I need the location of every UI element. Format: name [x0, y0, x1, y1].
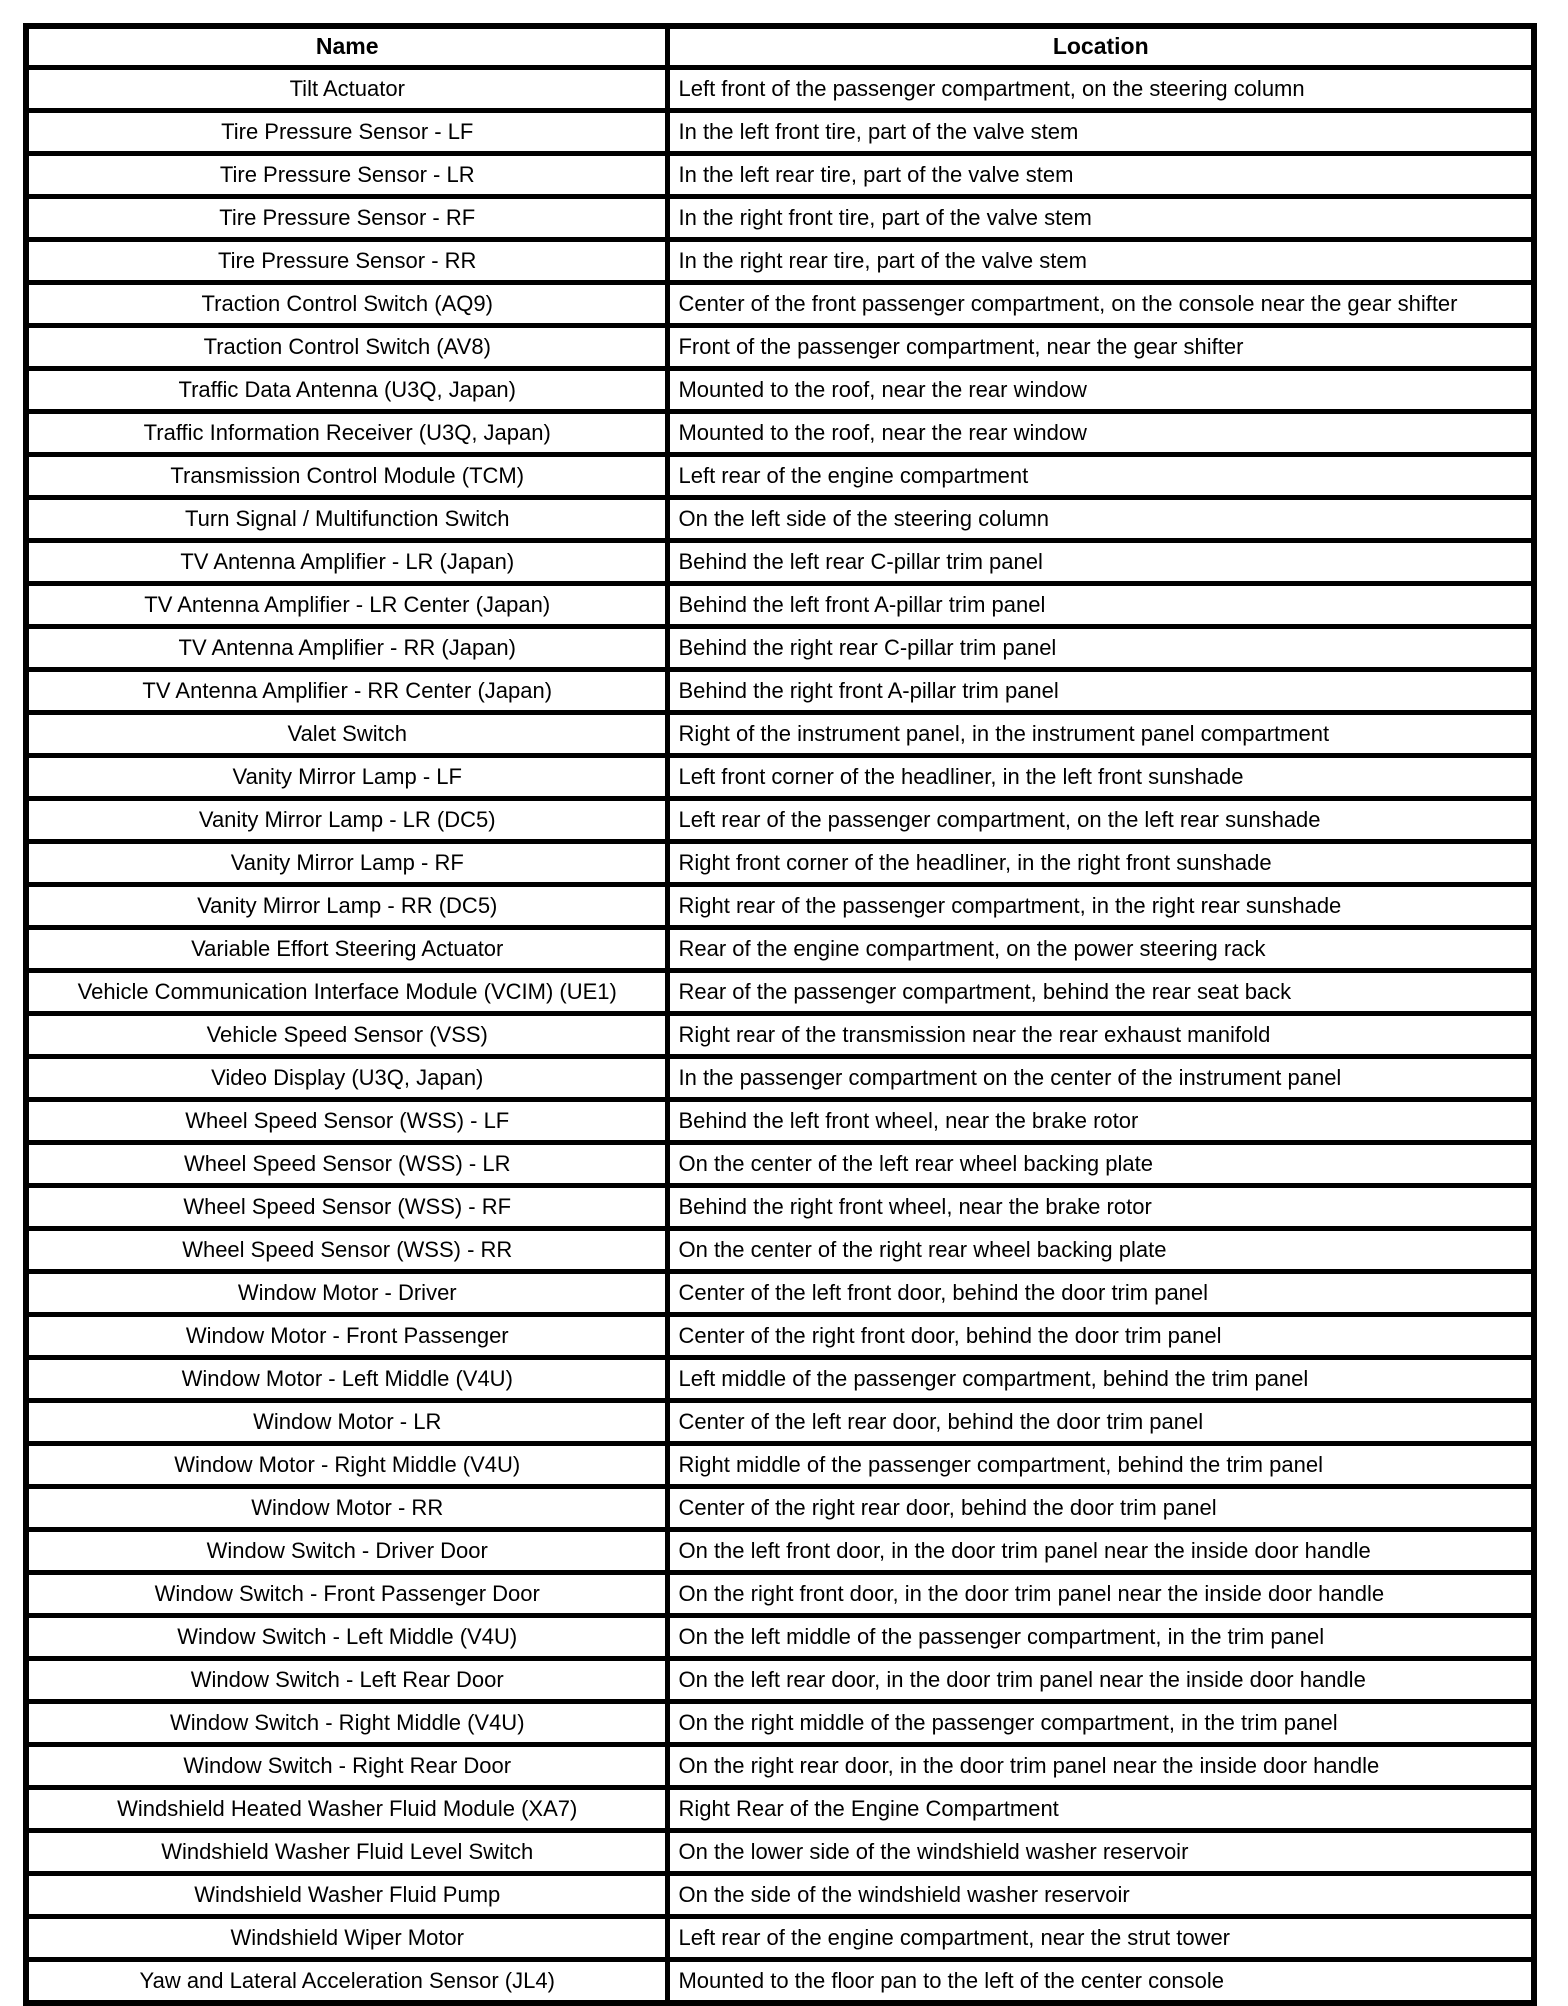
table-row — [26, 240, 1534, 283]
table-row — [26, 68, 1534, 111]
name-cell: TV Antenna Amplifier - LR (Japan) — [26, 541, 668, 584]
name-cell: Valet Switch — [26, 713, 668, 756]
table-row — [26, 1659, 1534, 1702]
table-body — [26, 68, 1534, 2004]
name-cell: Windshield Washer Fluid Level Switch — [26, 1831, 668, 1874]
table-row — [26, 584, 1534, 627]
name-cell: Traction Control Switch (AV8) — [26, 326, 668, 369]
table-row — [26, 1401, 1534, 1444]
name-cell: TV Antenna Amplifier - RR Center (Japan) — [26, 670, 668, 713]
location-cell: On the right front door, in the door trim panel near the inside door handle — [668, 1573, 1534, 1616]
name-cell: Window Motor - Front Passenger — [26, 1315, 668, 1358]
location-cell: Right middle of the passenger compartment, behind the trim panel — [668, 1444, 1534, 1487]
name-cell: Wheel Speed Sensor (WSS) - RF — [26, 1186, 668, 1229]
name-cell: Traffic Information Receiver (U3Q, Japan) — [26, 412, 668, 455]
table-row — [26, 799, 1534, 842]
name-cell: Vanity Mirror Lamp - RR (DC5) — [26, 885, 668, 928]
name-cell: Windshield Wiper Motor — [26, 1917, 668, 1960]
table-header — [26, 26, 1534, 68]
location-cell: Behind the left front A-pillar trim panel — [668, 584, 1534, 627]
location-cell: Center of the right front door, behind the door trim panel — [668, 1315, 1534, 1358]
location-cell: Right front corner of the headliner, in the right front sunshade — [668, 842, 1534, 885]
name-cell: Tire Pressure Sensor - LF — [26, 111, 668, 154]
location-cell: In the left rear tire, part of the valve stem — [668, 154, 1534, 197]
location-cell: In the right rear tire, part of the valve stem — [668, 240, 1534, 283]
location-cell: Front of the passenger compartment, near the gear shifter — [668, 326, 1534, 369]
table-row — [26, 885, 1534, 928]
table-row — [26, 971, 1534, 1014]
name-cell: Variable Effort Steering Actuator — [26, 928, 668, 971]
table-row — [26, 1358, 1534, 1401]
name-cell: Vehicle Communication Interface Module (VCIM) (UE1) — [26, 971, 668, 1014]
component-location-table — [23, 23, 1537, 2006]
name-cell: Windshield Heated Washer Fluid Module (XA7) — [26, 1788, 668, 1831]
table-row — [26, 541, 1534, 584]
location-cell: Left front of the passenger compartment, on the steering column — [668, 68, 1534, 111]
name-cell: Tire Pressure Sensor - RR — [26, 240, 668, 283]
table-row — [26, 842, 1534, 885]
name-cell: Window Switch - Driver Door — [26, 1530, 668, 1573]
name-cell: Tire Pressure Sensor - LR — [26, 154, 668, 197]
table-row — [26, 111, 1534, 154]
table-row — [26, 1874, 1534, 1917]
location-cell: On the side of the windshield washer reservoir — [668, 1874, 1534, 1917]
table-row — [26, 1229, 1534, 1272]
table-row — [26, 283, 1534, 326]
name-cell: Tire Pressure Sensor - RF — [26, 197, 668, 240]
name-cell: Window Switch - Right Rear Door — [26, 1745, 668, 1788]
name-cell: TV Antenna Amplifier - LR Center (Japan) — [26, 584, 668, 627]
name-cell: TV Antenna Amplifier - RR (Japan) — [26, 627, 668, 670]
name-cell: Traction Control Switch (AQ9) — [26, 283, 668, 326]
table-row — [26, 197, 1534, 240]
name-cell: Wheel Speed Sensor (WSS) - LF — [26, 1100, 668, 1143]
name-cell: Transmission Control Module (TCM) — [26, 455, 668, 498]
location-cell: On the left front door, in the door trim panel near the inside door handle — [668, 1530, 1534, 1573]
name-cell: Vehicle Speed Sensor (VSS) — [26, 1014, 668, 1057]
name-cell: Vanity Mirror Lamp - RF — [26, 842, 668, 885]
name-cell: Vanity Mirror Lamp - LR (DC5) — [26, 799, 668, 842]
table-row — [26, 670, 1534, 713]
location-cell: Right Rear of the Engine Compartment — [668, 1788, 1534, 1831]
location-cell: On the right rear door, in the door trim panel near the inside door handle — [668, 1745, 1534, 1788]
table-row — [26, 1444, 1534, 1487]
location-cell: Behind the right front wheel, near the brake rotor — [668, 1186, 1534, 1229]
name-cell: Vanity Mirror Lamp - LF — [26, 756, 668, 799]
table-row — [26, 1960, 1534, 2004]
name-cell: Windshield Washer Fluid Pump — [26, 1874, 668, 1917]
location-cell: Center of the front passenger compartment, on the console near the gear shifter — [668, 283, 1534, 326]
table-row — [26, 1100, 1534, 1143]
location-cell: On the center of the right rear wheel backing plate — [668, 1229, 1534, 1272]
table-row — [26, 1917, 1534, 1960]
location-cell: On the lower side of the windshield washer reservoir — [668, 1831, 1534, 1874]
table-row — [26, 326, 1534, 369]
table-row — [26, 1788, 1534, 1831]
name-cell: Window Motor - RR — [26, 1487, 668, 1530]
name-cell: Window Motor - Right Middle (V4U) — [26, 1444, 668, 1487]
table-row — [26, 1014, 1534, 1057]
location-cell: In the left front tire, part of the valve stem — [668, 111, 1534, 154]
location-cell: Left rear of the engine compartment — [668, 455, 1534, 498]
header-row — [26, 26, 1534, 68]
name-cell: Turn Signal / Multifunction Switch — [26, 498, 668, 541]
table-row — [26, 1315, 1534, 1358]
location-cell: Behind the right rear C-pillar trim panel — [668, 627, 1534, 670]
location-cell: On the left middle of the passenger compartment, in the trim panel — [668, 1616, 1534, 1659]
location-cell: In the passenger compartment on the center of the instrument panel — [668, 1057, 1534, 1100]
table-row — [26, 455, 1534, 498]
location-cell: Center of the left front door, behind the door trim panel — [668, 1272, 1534, 1315]
location-cell: Right rear of the transmission near the rear exhaust manifold — [668, 1014, 1534, 1057]
location-cell: Rear of the passenger compartment, behind the rear seat back — [668, 971, 1534, 1014]
location-cell: Right of the instrument panel, in the instrument panel compartment — [668, 713, 1534, 756]
table-row — [26, 713, 1534, 756]
name-cell: Window Motor - Driver — [26, 1272, 668, 1315]
name-cell: Wheel Speed Sensor (WSS) - RR — [26, 1229, 668, 1272]
table-row — [26, 756, 1534, 799]
location-cell: Rear of the engine compartment, on the power steering rack — [668, 928, 1534, 971]
table-row — [26, 1831, 1534, 1874]
name-cell: Window Switch - Right Middle (V4U) — [26, 1702, 668, 1745]
name-cell: Window Switch - Front Passenger Door — [26, 1573, 668, 1616]
table-row — [26, 1702, 1534, 1745]
location-cell: Left rear of the engine compartment, near the strut tower — [668, 1917, 1534, 1960]
table-row — [26, 627, 1534, 670]
name-cell: Window Switch - Left Rear Door — [26, 1659, 668, 1702]
table-row — [26, 1530, 1534, 1573]
name-cell: Window Motor - Left Middle (V4U) — [26, 1358, 668, 1401]
name-cell: Video Display (U3Q, Japan) — [26, 1057, 668, 1100]
location-cell: Center of the left rear door, behind the door trim panel — [668, 1401, 1534, 1444]
table-row — [26, 154, 1534, 197]
location-cell: On the left rear door, in the door trim panel near the inside door handle — [668, 1659, 1534, 1702]
name-cell: Window Motor - LR — [26, 1401, 668, 1444]
table-row — [26, 412, 1534, 455]
location-cell: In the right front tire, part of the valve stem — [668, 197, 1534, 240]
location-cell: On the right middle of the passenger compartment, in the trim panel — [668, 1702, 1534, 1745]
table-row — [26, 1272, 1534, 1315]
table-row — [26, 928, 1534, 971]
location-cell: Mounted to the floor pan to the left of the center console — [668, 1960, 1534, 2004]
table-row — [26, 1573, 1534, 1616]
table-row — [26, 1143, 1534, 1186]
location-cell: Mounted to the roof, near the rear window — [668, 412, 1534, 455]
location-cell: Left front corner of the headliner, in the left front sunshade — [668, 756, 1534, 799]
location-cell: Center of the right rear door, behind the door trim panel — [668, 1487, 1534, 1530]
location-cell: Right rear of the passenger compartment, in the right rear sunshade — [668, 885, 1534, 928]
name-cell: Yaw and Lateral Acceleration Sensor (JL4) — [26, 1960, 668, 2004]
column-header-location: Location — [668, 26, 1534, 68]
name-cell: Traffic Data Antenna (U3Q, Japan) — [26, 369, 668, 412]
name-cell: Wheel Speed Sensor (WSS) - LR — [26, 1143, 668, 1186]
table-row — [26, 1057, 1534, 1100]
name-cell: Tilt Actuator — [26, 68, 668, 111]
table-row — [26, 1487, 1534, 1530]
table-row — [26, 1745, 1534, 1788]
location-cell: On the left side of the steering column — [668, 498, 1534, 541]
name-cell: Window Switch - Left Middle (V4U) — [26, 1616, 668, 1659]
table-row — [26, 369, 1534, 412]
location-cell: Mounted to the roof, near the rear window — [668, 369, 1534, 412]
column-header-name: Name — [26, 26, 668, 68]
location-cell: Behind the left rear C-pillar trim panel — [668, 541, 1534, 584]
location-cell: Behind the right front A-pillar trim panel — [668, 670, 1534, 713]
table-row — [26, 1186, 1534, 1229]
table-row — [26, 498, 1534, 541]
location-cell: Left middle of the passenger compartment, behind the trim panel — [668, 1358, 1534, 1401]
location-cell: Behind the left front wheel, near the brake rotor — [668, 1100, 1534, 1143]
table-row — [26, 1616, 1534, 1659]
location-cell: On the center of the left rear wheel backing plate — [668, 1143, 1534, 1186]
location-cell: Left rear of the passenger compartment, on the left rear sunshade — [668, 799, 1534, 842]
